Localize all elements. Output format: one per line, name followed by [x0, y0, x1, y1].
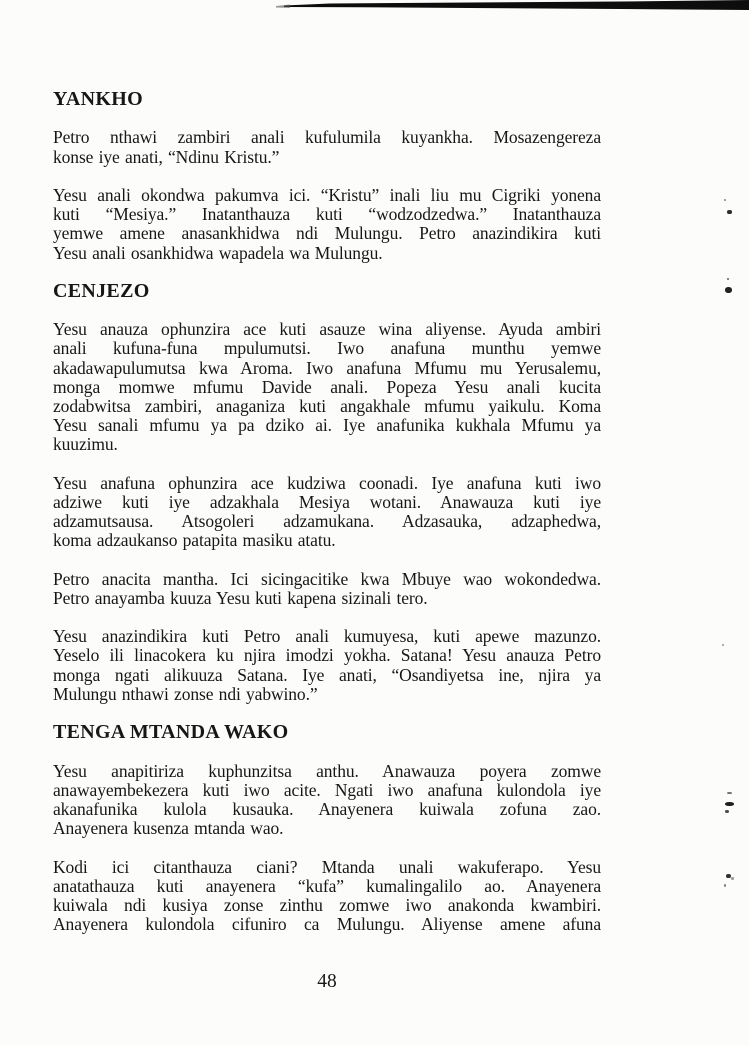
scan-speck — [725, 287, 732, 293]
paragraph — [53, 858, 601, 935]
section-heading: YANKHO — [53, 88, 143, 110]
text-line: Kodi ici citanthauza ciani? Mtanda unali wakuferapo. Yesu — [53, 857, 601, 877]
text-line: anatathauza kuti anayenera “kufa” kumalingalilo ao. Anayenera — [53, 876, 601, 896]
text-line: Yesu sanali mfumu ya pa dziko ai. Iye anafunika kukhala Mfumu ya — [53, 416, 601, 436]
text-line: anali kufuna-funa mpulumutsi. Iwo anafuna munthu yemwe — [53, 339, 601, 359]
text-line: Yesu anauza ophunzira ace kuti asauze wina aliyense. Ayuda ambiri — [53, 320, 601, 340]
scan-speck — [727, 278, 729, 280]
text-line: Petro anacita mantha. Ici sicingacitike kwa Mbuye wao wokondedwa. — [53, 569, 601, 589]
text-line: kuuzimu. — [53, 435, 118, 455]
scan-speck — [725, 810, 729, 813]
text-line: adzamutsausa. Atsogoleri adzamukana. Adzasauka, adzaphedwa, — [53, 512, 601, 532]
text-line: kuti “Mesiya.” Inatanthauza kuti “wodzodzedwa.” Inatanthauza — [53, 205, 601, 225]
text-line: akanafunika kulola kusauka. Anayenera kuiwala zofuna zao. — [53, 799, 601, 819]
scan-speck — [722, 644, 724, 646]
text-line: Yesu anali okondwa pakumva ici. “Kristu” inali liu mu Cigriki yonena — [53, 185, 601, 205]
text-line: zodabwitsa zambiri, anaganiza kuti angakhale mfumu yaikulu. Koma — [53, 397, 601, 417]
paragraph — [53, 627, 601, 704]
text-line: Yesu anazindikira kuti Petro anali kumuyesa, kuti apewe mazunzo. — [53, 627, 601, 647]
page-content — [53, 90, 601, 953]
paragraph — [53, 186, 601, 263]
scan-speck — [731, 877, 734, 880]
text-line: Anayenera kulondola cifuniro ca Mulungu. Aliyense amene afuna — [53, 915, 601, 935]
text-line: Yesu anafuna ophunzira ace kudziwa coonadi. Iye anafuna kuti iwo — [53, 473, 601, 493]
text-line: Yesu anapitiriza kuphunzitsa anthu. Anawauza poyera zomwe — [53, 761, 601, 781]
scan-speck — [725, 802, 734, 806]
text-line: akadawapulumutsa kwa Aroma. Iwo anafuna Mfumu mu Yerusalemu, — [53, 358, 601, 378]
text-line: monga momwe mfumu Davide anali. Popeza Yesu anali kucita — [53, 377, 601, 397]
text-line: Petro nthawi zambiri anali kufulumila kuyankha. Mosazengereza — [53, 128, 601, 148]
text-line: konse iye anati, “Ndinu Kristu.” — [53, 147, 280, 167]
section-heading: TENGA MTANDA WAKO — [53, 721, 289, 744]
scan-speck — [727, 792, 732, 794]
text-line: yemwe amene anasankhidwa ndi Mulungu. Petro anazindikira kuti — [53, 224, 601, 244]
text-line: Mulungu nthawi zonse ndi yabwino.” — [53, 684, 318, 704]
text-line: Petro anayamba kuuza Yesu kuti kapena sizinali tero. — [53, 588, 428, 608]
page-number: 48 — [317, 971, 337, 992]
text-line: kuiwala ndi kusiya zonse zinthu zomwe iwo anakonda kwambiri. — [53, 895, 601, 915]
scan-speck — [727, 210, 732, 214]
scan-speck — [724, 884, 726, 887]
text-line: monga ngati alikuuza Satana. Iye anati, “Osandiyetsa ine, njira ya — [53, 665, 601, 685]
paragraph — [53, 320, 601, 454]
text-line: anawayembekezera kuti iwo acite. Ngati iwo anafuna kulondola iye — [53, 780, 601, 800]
paragraph — [53, 570, 601, 608]
text-line: Yeselo ili linacokera ku njira imodzi yokha. Satana! Yesu anauza Petro — [53, 646, 601, 666]
paragraph — [53, 474, 601, 551]
text-line: Anayenera kusenza mtanda wao. — [53, 819, 284, 839]
text-line: adziwe kuti iye adzakhala Mesiya wotani. Anawauza kuti iye — [53, 492, 601, 512]
top-scan-rule — [0, 0, 749, 14]
scan-speck — [724, 199, 726, 201]
text-line: Yesu anali osankhidwa wapadela wa Mulungu. — [53, 243, 383, 263]
text-line: koma adzaukanso patapita masiku atatu. — [53, 531, 336, 551]
paragraph — [53, 762, 601, 839]
section-heading: CENJEZO — [53, 279, 150, 302]
paragraph — [53, 128, 601, 166]
